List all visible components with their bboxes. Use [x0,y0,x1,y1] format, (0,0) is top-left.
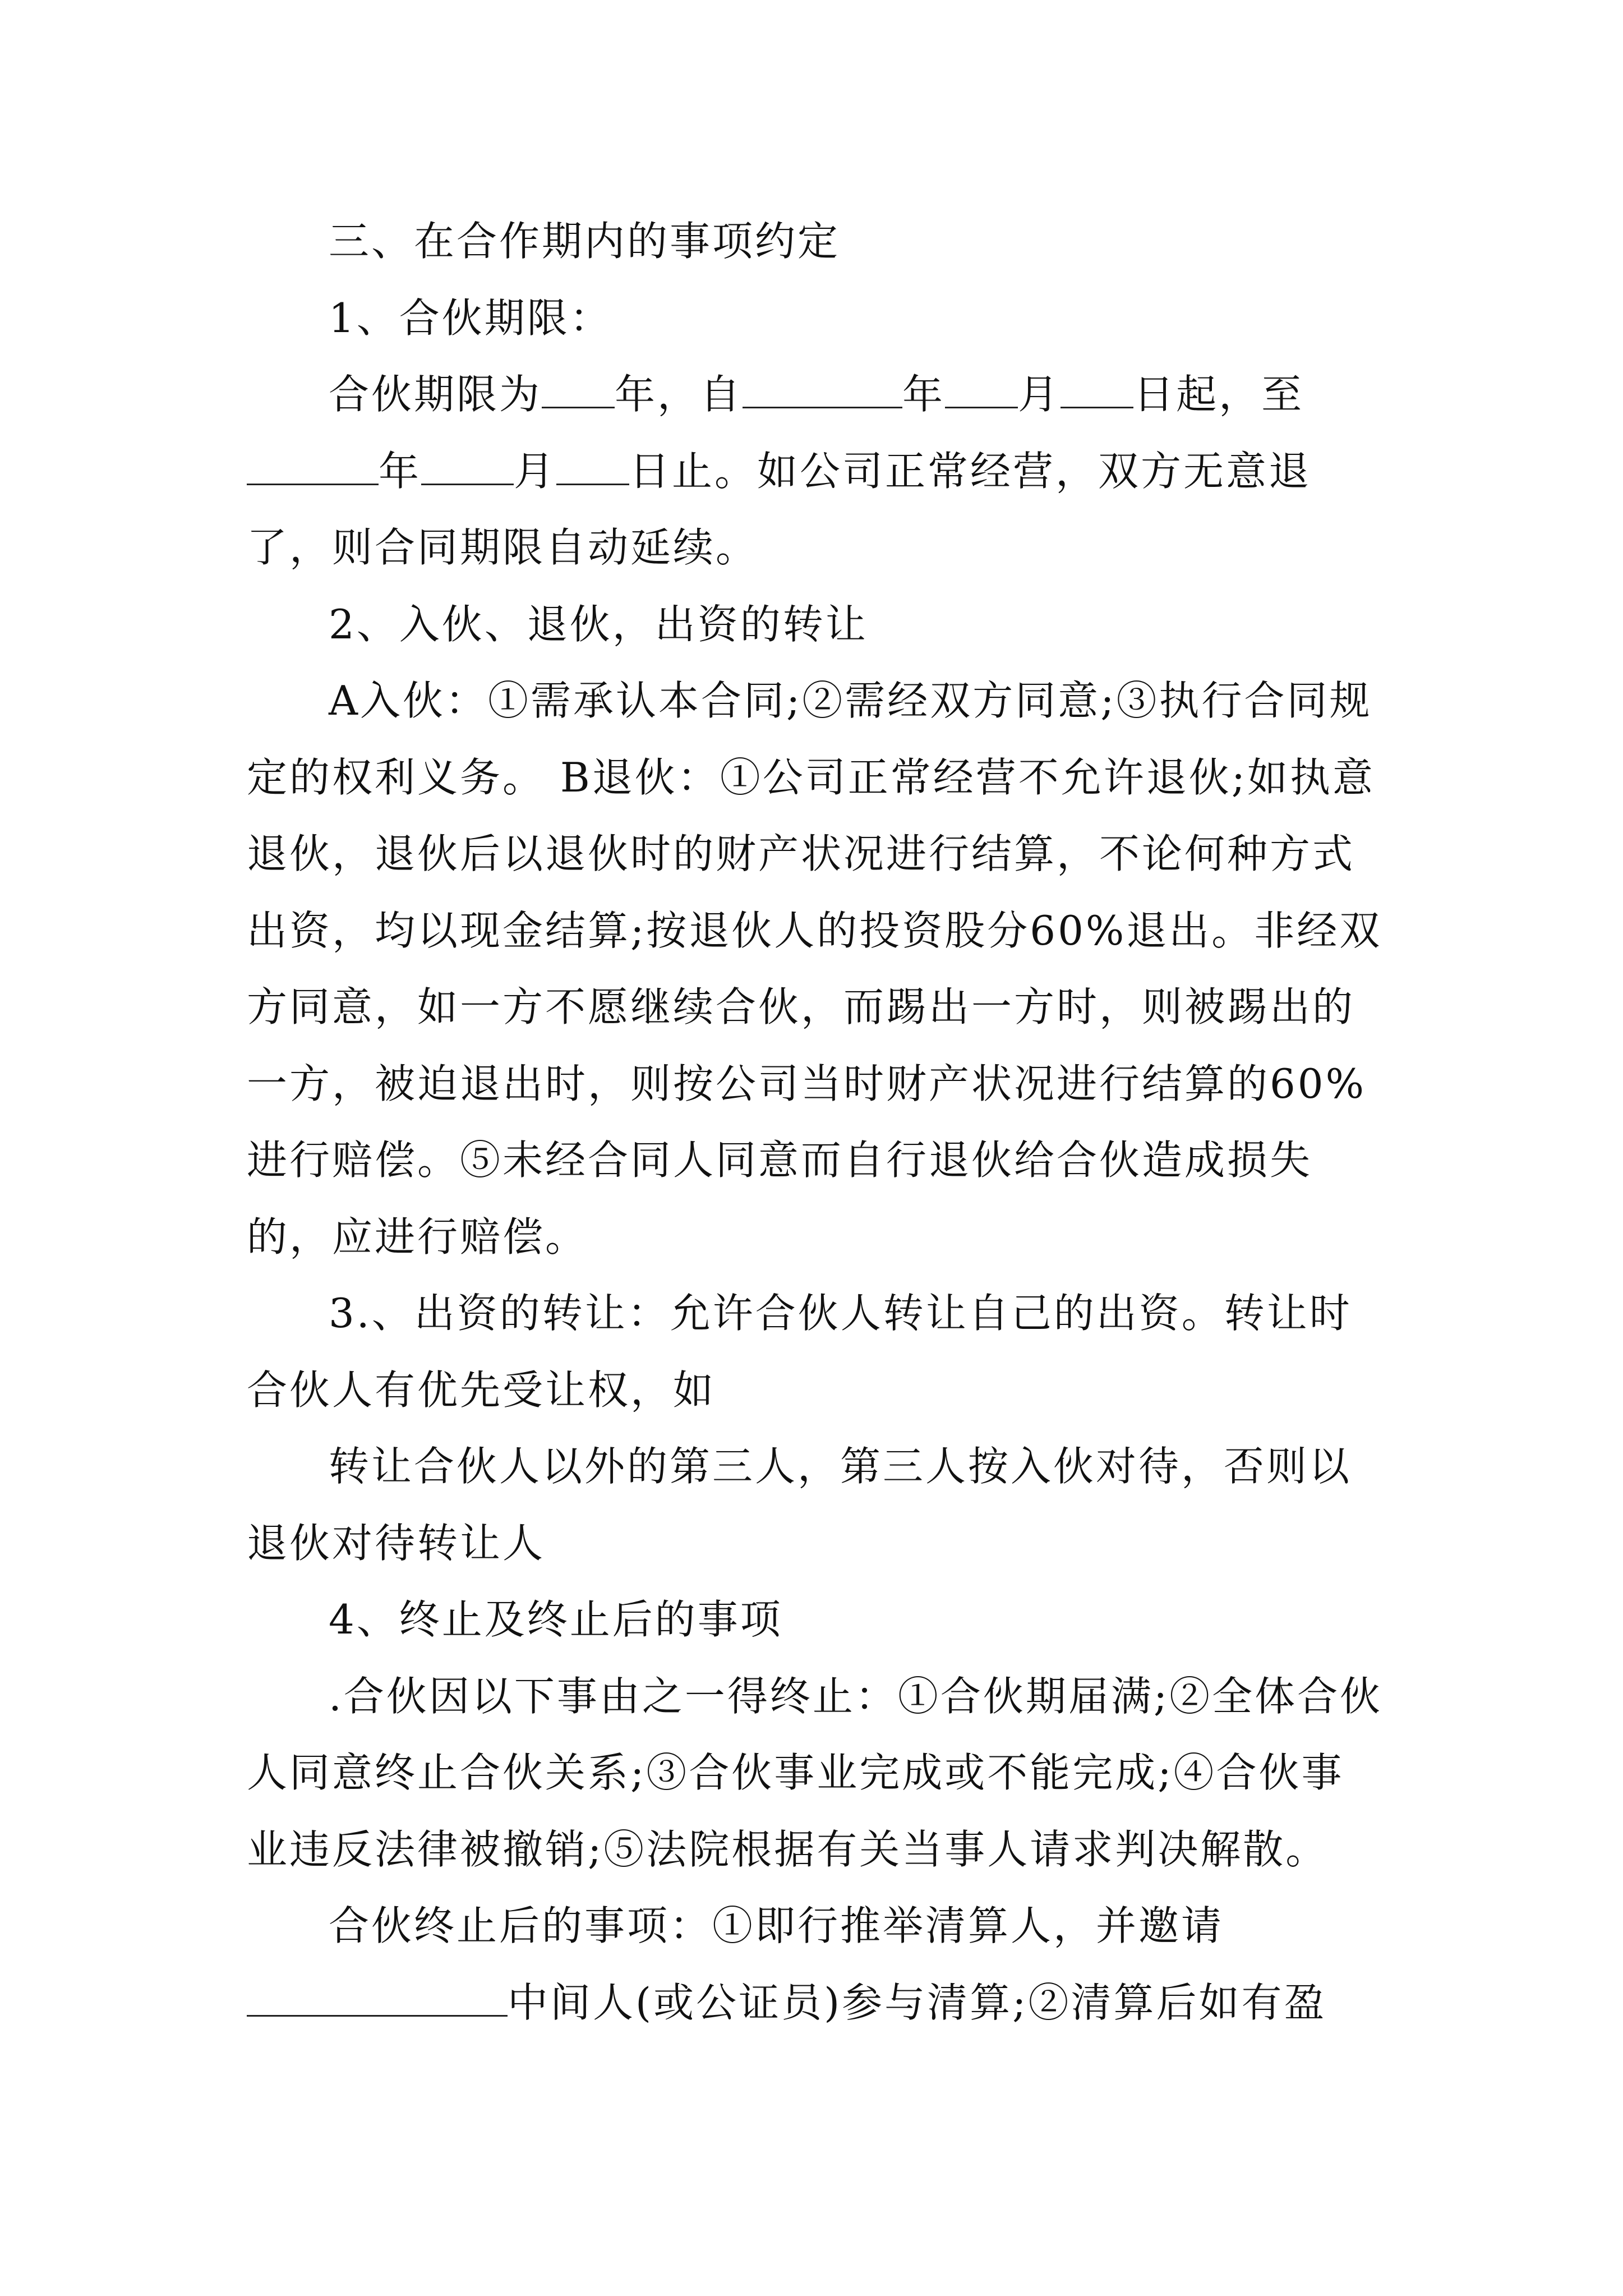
blank-end-year [247,449,379,485]
section-heading: 三、在合作期内的事项约定 [329,218,841,265]
blank-intermediary [247,1980,508,2017]
blank-start-month [945,372,1018,408]
term-text-5: 日起，至 [1133,371,1304,418]
transfer-paragraph: 3.、出资的转让：允许合伙人转让自己的出资。转让时合伙人有优先受让权，如 [247,1290,1352,1414]
term-text-2: 年，自 [615,371,743,418]
term-text-3: 年 [902,371,946,418]
post-termination-paragraph [247,1888,1385,2041]
post-termination-text-2: 中间人(或公证员)参与清算;②清算后如有盈 [508,1978,1327,2026]
blank-end-day [556,449,629,485]
term-title: 1、合伙期限： [329,294,612,342]
term-text-6: 年 [379,447,422,495]
blank-start-day [1061,372,1133,408]
blank-end-month [421,449,514,485]
term-paragraph [247,356,1385,586]
termination-paragraph: .合伙因以下事由之一得终止：①合伙期届满;②全体合伙人同意终止合伙关系;③合伙事业完成或不能完成;④合伙事业违反法律被撤销;⑤法院根据有关当事人请求判决解散。 [247,1672,1383,1873]
term-text-4: 月 [1018,371,1061,418]
blank-start-year [743,372,902,408]
term-text-7: 月 [514,447,557,495]
term-text-8: 日止。如公司正常经营，双方无意退了，则合同期限自动延续。 [247,447,1312,571]
termination-title: 4、终止及终止后的事项 [329,1596,783,1643]
blank-years [542,372,615,408]
document-body [247,203,1385,2041]
join-exit-title: 2、入伙、退伙，出资的转让 [329,600,868,648]
term-text-1: 合伙期限为 [329,371,542,418]
post-termination-text-1: 合伙终止后的事项：①即行推举清算人，并邀请 [329,1902,1224,1949]
join-exit-paragraph: A入伙：①需承认本合同;②需经双方同意;③执行合同规定的权利义务。 B退伙：①公司正常经营不允许退伙;如执意退伙，退伙后以退伙时的财产状况进行结算，不论何种方式出资，均以现金结算;按退伙人的投资股分60%退出。非经双方同意，如一方不愿继续合伙，而踢出一方时，则被踢出的一方，被迫退出时，则按公司当时财产状况进行结算的60%进行赔偿。⑤未经合同人同意而自行退伙给合伙造成损失的，应进行赔偿。 [247,677,1382,1260]
transfer-paragraph-continued: 转让合伙人以外的第三人，第三人按入伙对待，否则以退伙对待转让人 [247,1443,1352,1567]
